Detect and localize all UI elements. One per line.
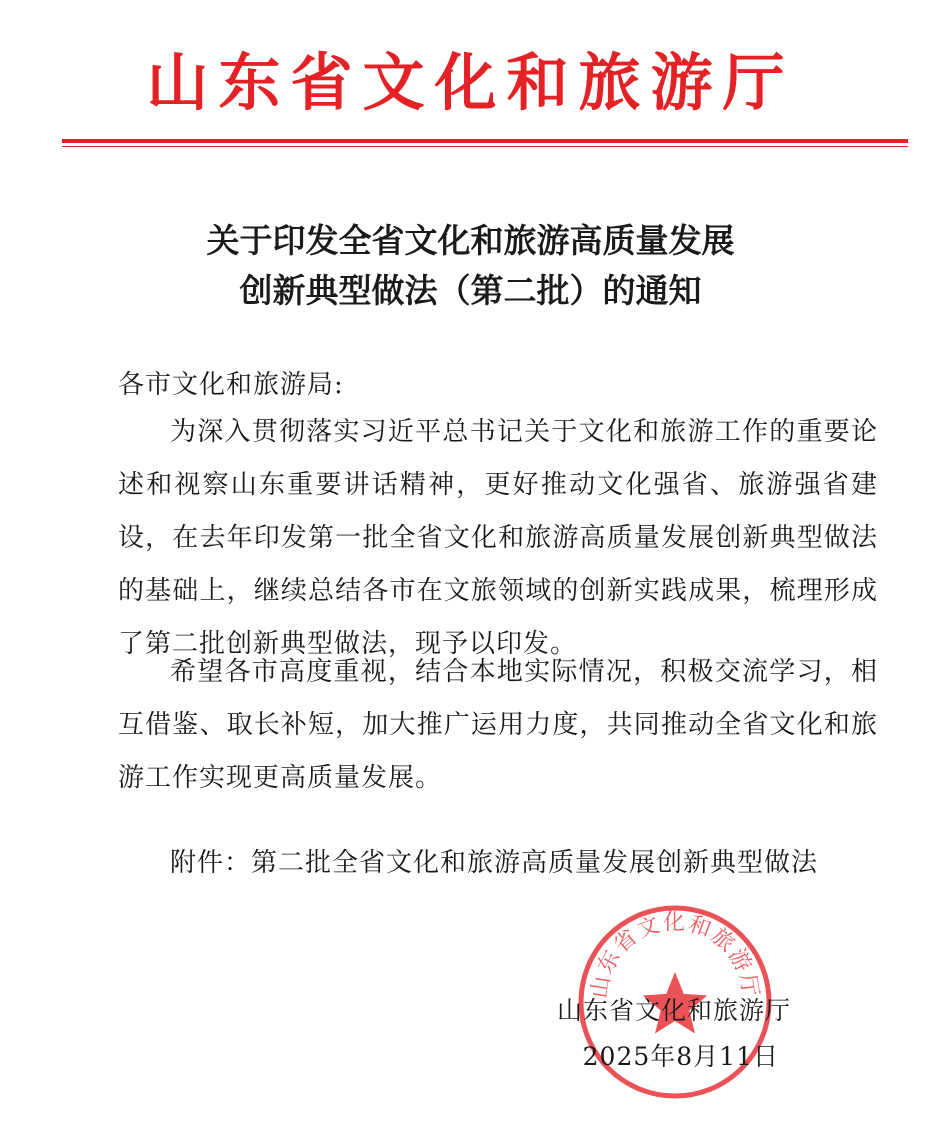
attachment-line: 附件：第二批全省文化和旅游高质量发展创新典型做法 xyxy=(170,848,819,878)
seal-text: 山东省文化和旅游厅 xyxy=(587,910,763,1000)
masthead-red-rule-thin xyxy=(62,146,908,147)
body-paragraph-2: 希望各市高度重视，结合本地实际情况，积极交流学习，相互借鉴、取长补短，加大推广运用力度，共同推动全省文化和旅游工作实现更高质量发展。 xyxy=(118,657,878,793)
masthead-red-rule xyxy=(62,139,908,143)
document-title-line-2: 创新典型做法（第二批）的通知 xyxy=(239,271,702,310)
signer-name: 山东省文化和旅游厅 xyxy=(556,996,791,1025)
masthead-title: 山东省文化和旅游厅 xyxy=(146,46,795,119)
salutation: 各市文化和旅游局: xyxy=(118,370,344,400)
issue-date: 2025年8月11日 xyxy=(582,1042,779,1071)
body-paragraph-1: 为深入贯彻落实习近平总书记关于文化和旅游工作的重要论述和视察山东重要讲话精神，更好推动文化强省、旅游强省建设，在去年印发第一批全省文化和旅游高质量发展创新典型做法的基础上，继续总结各市在文旅领域的创新实践成果，梳理形成了第二批创新典型做法，现予以印发。 xyxy=(118,417,878,659)
document-title-line-1: 关于印发全省文化和旅游高质量发展 xyxy=(206,221,735,260)
